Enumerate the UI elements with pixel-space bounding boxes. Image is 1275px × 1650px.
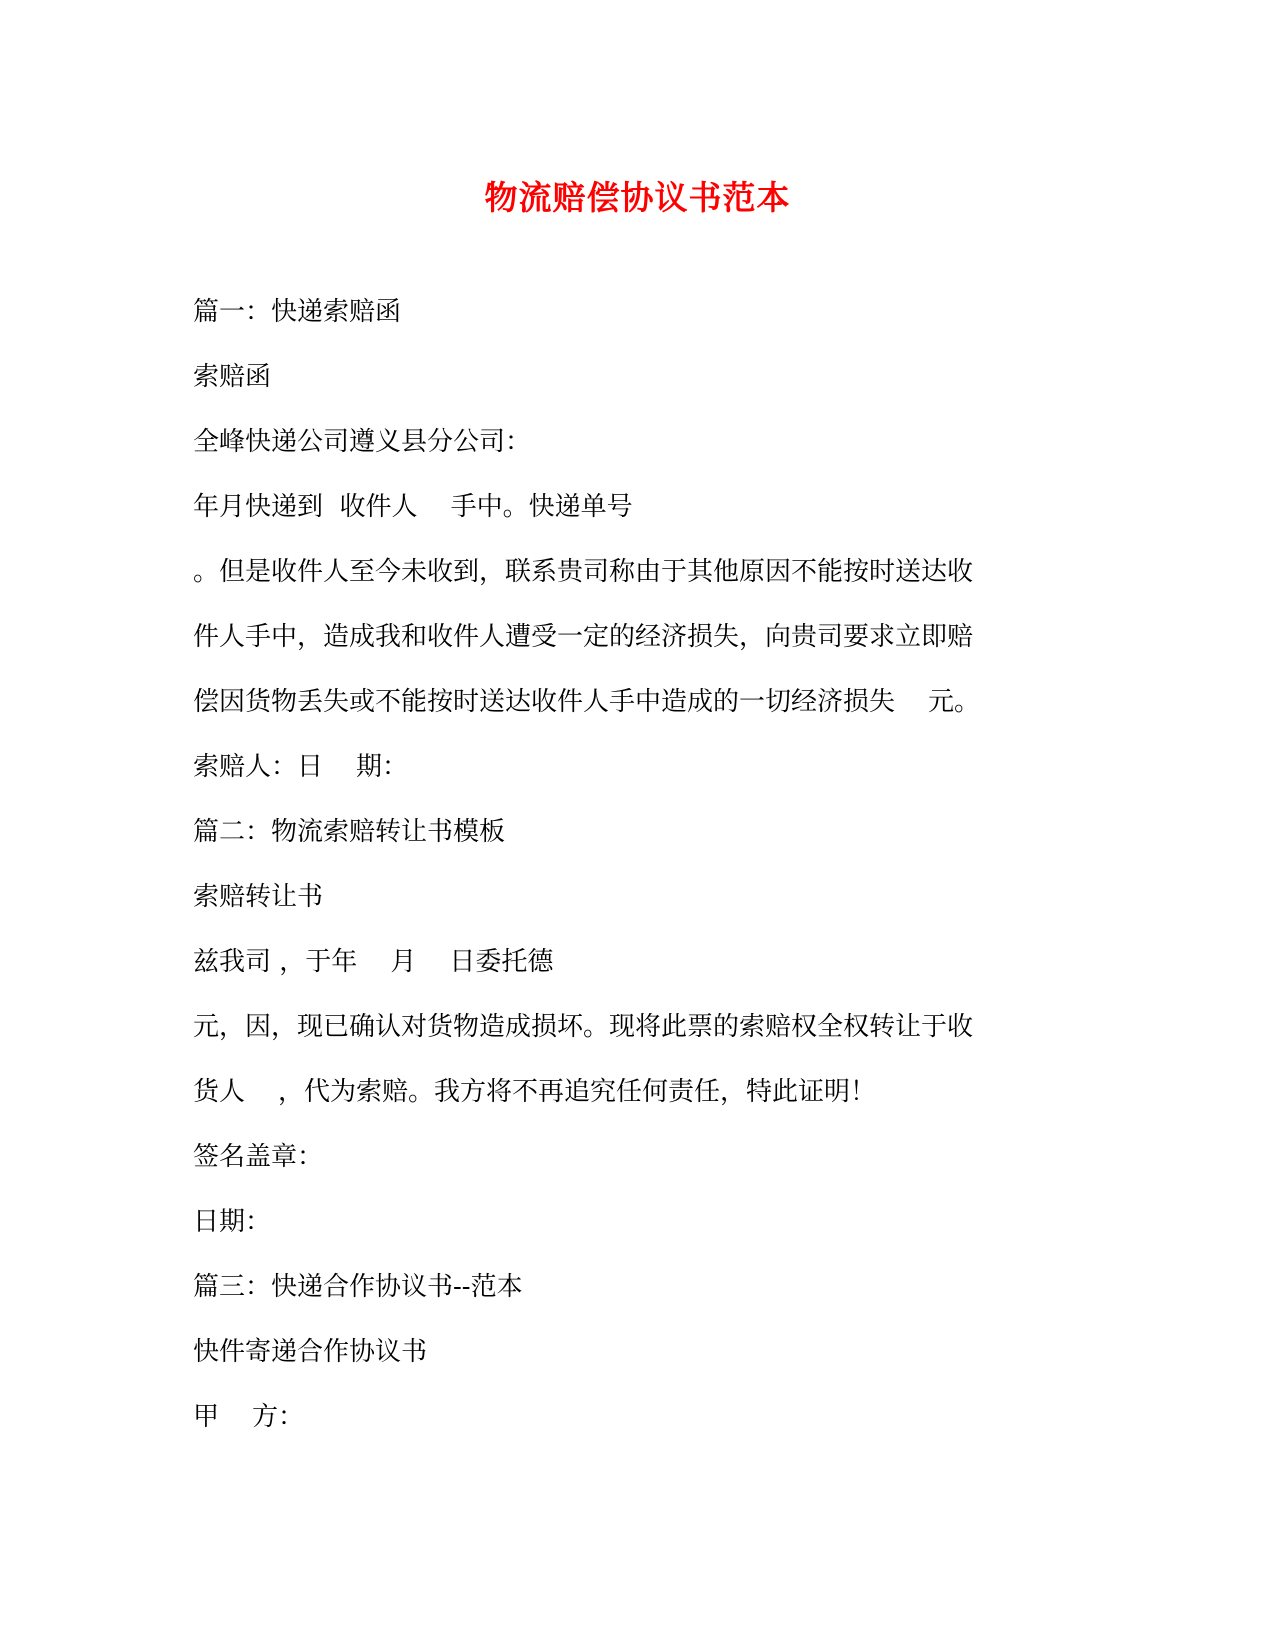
text-line: 全峰快递公司遵义县分公司： — [193, 427, 532, 457]
text-line: 。但是收件人至今未收到，联系贵司称由于其他原因不能按时送达收 — [193, 557, 974, 587]
text-line: 索赔函 — [193, 362, 272, 392]
text-line: 索赔转让书 — [193, 882, 324, 912]
text-line: 件人手中，造成我和收件人遭受一定的经济损失，向贵司要求立即赔 — [193, 622, 974, 652]
text-line: 年月快递到 收件人 手中。快递单号 — [193, 492, 633, 522]
text-line: 甲 方： — [193, 1402, 305, 1432]
text-line: 索赔人：日 期： — [193, 752, 409, 782]
text-line: 篇一：快递索赔函 — [193, 297, 402, 327]
text-line: 元，因，现已确认对货物造成损坏。现将此票的索赔权全权转让于收 — [193, 1012, 974, 1042]
text-line: 快件寄递合作协议书 — [193, 1337, 428, 1367]
text-line: 货人 ，代为索赔。我方将不再追究任何责任，特此证明！ — [193, 1077, 877, 1107]
text-line: 兹我司 ，于年 月 日委托德 — [193, 947, 554, 977]
document-body — [193, 292, 1073, 1462]
text-line: 日期： — [193, 1207, 272, 1237]
text-line: 偿因货物丢失或不能按时送达收件人手中造成的一切经济损失 元。 — [193, 687, 981, 717]
text-line: 签名盖章： — [193, 1142, 324, 1172]
document-title: 物流赔偿协议书范本 — [484, 178, 791, 217]
text-line: 篇二：物流索赔转让书模板 — [193, 817, 506, 847]
text-line: 篇三：快递合作协议书--范本 — [193, 1272, 523, 1302]
